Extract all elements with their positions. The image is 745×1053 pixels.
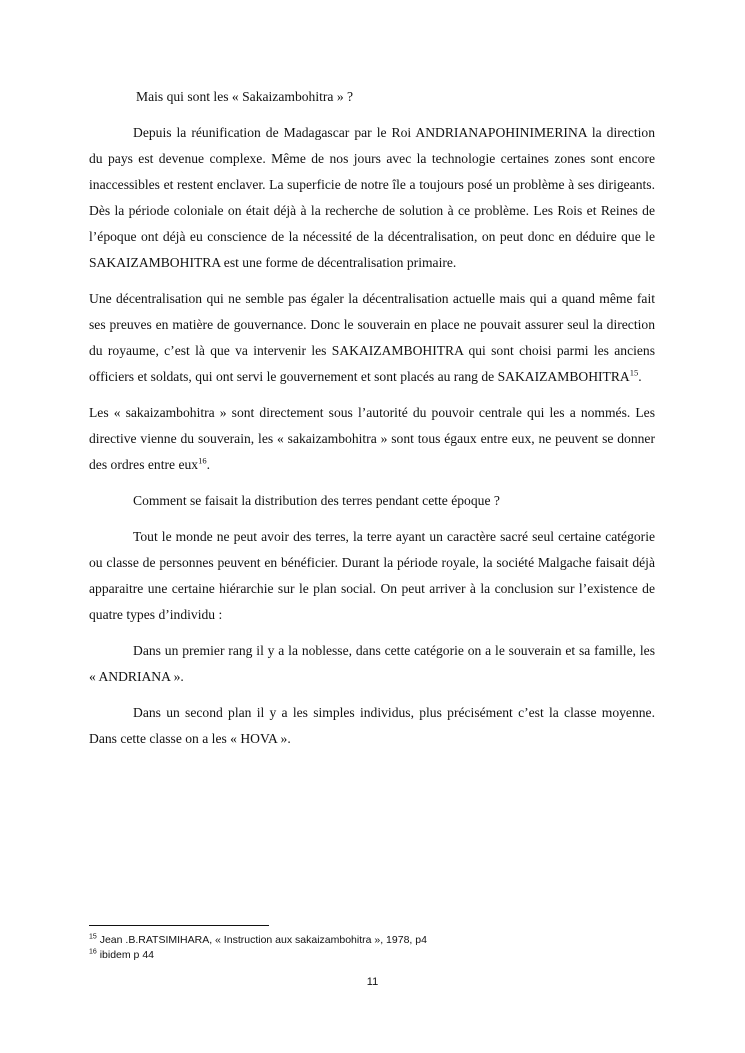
footnote: $^{15}$ Jean .B.RATSIMIHARA, « Instruction aux sakaizambohitra », 1978, p4 <box>89 933 427 946</box>
paragraph: Tout le monde ne peut avoir des terres, la terre ayant un caractère sacré seul certaine catégorie ou classe de personnes peuvent en bénéficier. Durant la période royale, la société Malgache faisait déjà apparaitre une certaine hiérarchie sur le plan social. On peut arriver à la conclusion sur l’existence de quatre types d’individu : <box>89 529 655 622</box>
page-number: 11 <box>366 976 379 988</box>
paragraph: Une décentralisation qui ne semble pas égaler la décentralisation actuelle mais qui a quand même fait ses preuves en matière de gouvernance. Donc le souverain en place ne pouvait assurer seul la direction du royaume, c’est là que va intervenir les SAKAIZAMBOHITRA qui sont choisi parmi les anciens officiers et soldats, qui ont servi le gouvernement et sont placés au rang de SAKAIZAMBOHITRA$^{15}$. <box>89 291 655 384</box>
paragraph: Depuis la réunification de Madagascar par le Roi ANDRIANAPOHINIMERINA la direction du pays est devenue complexe. Même de nos jours avec la technologie certaines zones sont encore inaccessibles et restent enclaver. La superficie de notre île a toujours posé un problème à ses dirigeants. Dès la période coloniale on était déjà à la recherche de solution à ce problème. Les Rois et Reines de l’époque ont déjà eu conscience de la nécessité de la décentralisation, on peut donc en déduire que le SAKAIZAMBOHITRA est une forme de décentralisation primaire. <box>89 125 655 270</box>
footnote-separator <box>89 925 269 926</box>
question-heading: Comment se faisait la distribution des terres pendant cette époque ? <box>133 493 500 508</box>
question-heading: Mais qui sont les « Sakaizambohitra » ? <box>136 89 354 104</box>
body-text <box>89 84 655 762</box>
paragraph: Les « sakaizambohitra » sont directement sous l’autorité du pouvoir centrale qui les a nommés. Les directive vienne du souverain, les « sakaizambohitra » sont tous égaux entre eux, ne peuvent se donner des ordres entre eux$^{16}$. <box>89 405 655 472</box>
footnote: $^{16}$ ibidem p 44 <box>89 948 154 961</box>
paragraph: Dans un second plan il y a les simples individus, plus précisément c’est la classe moyenne. Dans cette classe on a les « HOVA ». <box>89 705 655 746</box>
paragraph: Dans un premier rang il y a la noblesse, dans cette catégorie on a le souverain et sa famille, les « ANDRIANA ». <box>89 643 655 684</box>
footnote-ref: 16 <box>198 455 207 466</box>
footnote-ref: 15 <box>629 367 639 378</box>
footnotes <box>89 933 427 963</box>
